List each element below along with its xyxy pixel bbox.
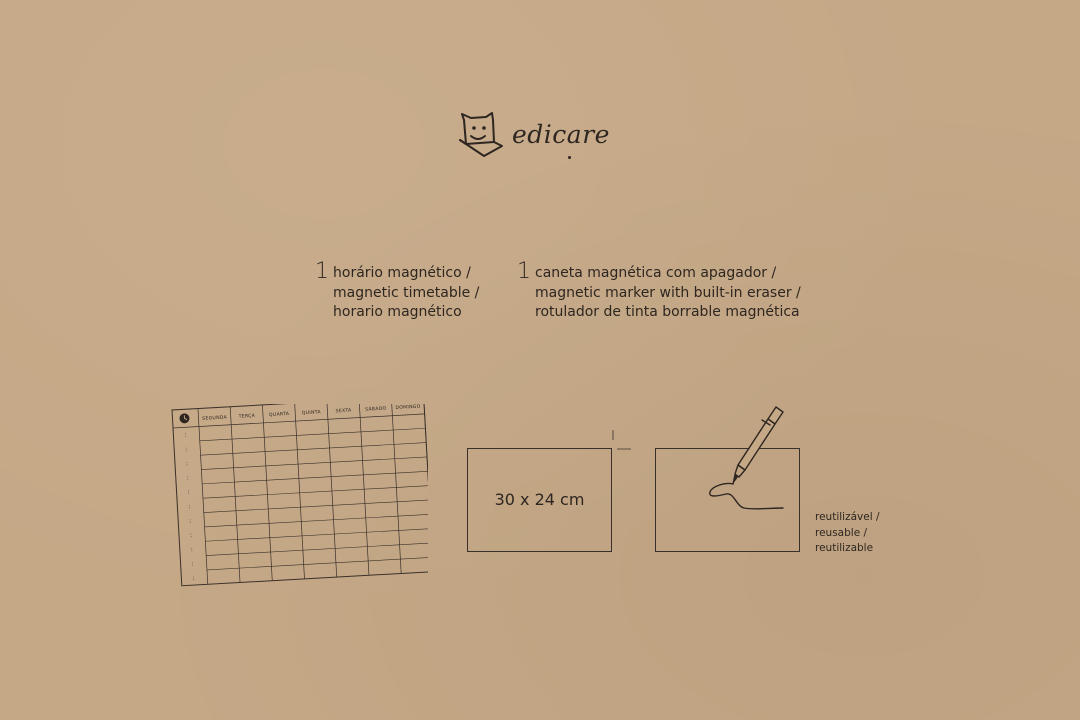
timetable-row-line	[201, 443, 427, 456]
item-quantity: 1	[517, 259, 531, 284]
day-label: SÁBADO	[365, 406, 387, 413]
day-label: SEXTA	[335, 408, 352, 415]
reusable-pt: reutilizável /	[815, 511, 880, 523]
timetable-row-line	[200, 428, 426, 441]
edicare-logo	[456, 112, 631, 167]
item-line-es: horario magnético	[333, 304, 462, 320]
timetable-row-line	[205, 514, 428, 527]
timetable-row-line	[202, 471, 428, 484]
time-colon: :	[184, 431, 187, 439]
time-colon: :	[185, 445, 188, 453]
timetable-row-line	[201, 457, 427, 470]
time-colon: :	[192, 574, 195, 582]
reusable-es: reutilizable	[815, 542, 874, 554]
day-label: SEGUNDA	[202, 415, 228, 422]
timetable-row-line	[207, 557, 428, 570]
time-colon: :	[187, 488, 190, 496]
size-box	[467, 448, 612, 552]
item-line-en: magnetic marker with built-in eraser /	[535, 284, 801, 301]
timetable-row-line	[206, 543, 428, 556]
timetable-column-line	[230, 407, 240, 583]
size-label: 30 x 24 cm	[494, 490, 585, 509]
brand-name: edicare	[512, 120, 610, 149]
reusable-en: reusable /	[815, 526, 868, 539]
item-line-pt: caneta magnética com apagador /	[535, 265, 777, 281]
timetable-column-line	[295, 404, 305, 579]
day-label: TERÇA	[238, 413, 256, 420]
timetable-column-line	[198, 409, 208, 585]
day-label: QUARTA	[268, 411, 290, 419]
logo-dot	[568, 156, 571, 159]
item-description	[333, 264, 479, 323]
time-colon: :	[190, 546, 194, 554]
timetable-row-line	[203, 486, 428, 499]
timetable-column-line	[424, 404, 428, 572]
item-line-pt: horário magnético /	[333, 265, 471, 281]
timetable-row-line	[205, 529, 428, 542]
crop-marks	[605, 428, 635, 452]
reusable-label	[815, 510, 879, 557]
item-line-es: rotulador de tinta borrable magnética	[535, 304, 800, 320]
time-colon: :	[188, 503, 191, 511]
day-label: DOMINGO	[395, 404, 421, 412]
time-colon: :	[191, 560, 194, 568]
item-quantity: 1	[315, 259, 329, 284]
time-colon: :	[185, 460, 189, 468]
item-line-en: magnetic timetable /	[333, 284, 480, 301]
item-description	[535, 264, 801, 323]
marker-pen-icon	[680, 398, 810, 528]
timetable-illustration	[168, 404, 428, 600]
time-colon: :	[189, 531, 193, 539]
timetable-row-line	[204, 500, 428, 513]
day-label: QUINTA	[301, 410, 322, 417]
mascot-icon	[456, 112, 504, 164]
time-colon: :	[186, 474, 190, 482]
timetable-column-line	[262, 405, 272, 581]
time-colon: :	[189, 517, 192, 525]
